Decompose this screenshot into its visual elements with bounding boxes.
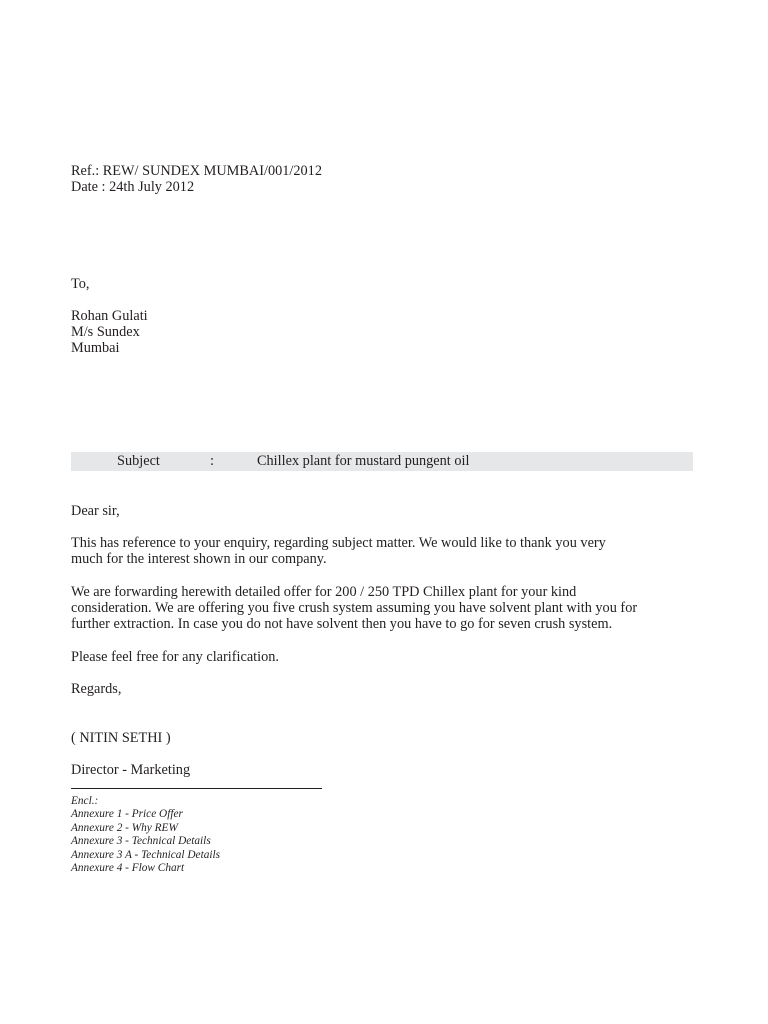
enclosure-item: Annexure 3 A - Technical Details (71, 848, 221, 861)
enclosures-list (71, 795, 220, 875)
recipient-city: Mumbai (71, 340, 120, 356)
paragraph-2-line-2: consideration. We are offering you five crush system assuming you have solvent plant with you for (71, 600, 638, 616)
recipient-name: Rohan Gulati (71, 308, 148, 324)
enclosure-item: Annexure 2 - Why REW (71, 821, 178, 834)
reference-number: Ref.: REW/ SUNDEX MUMBAI/001/2012 (71, 163, 322, 179)
paragraph-2 (71, 584, 696, 632)
enclosures-heading: Encl.: (71, 795, 99, 807)
enclosure-item: Annexure 3 - Technical Details (71, 835, 211, 848)
subject-label: Subject (117, 453, 160, 469)
paragraph-1-line-1: This has reference to your enquiry, regarding subject matter. We would like to thank you very (71, 535, 606, 551)
subject-text: Chillex plant for mustard pungent oil (257, 453, 470, 469)
paragraph-3-line-1: Please feel free for any clarification. (71, 649, 279, 665)
paragraph-2-line-1: We are forwarding herewith detailed offer for 200 / 250 TPD Chillex plant for your kind (71, 584, 577, 600)
closing: Regards, (71, 681, 122, 697)
paragraph-2-line-3: further extraction. In case you do not have solvent then you have to go for seven crush system. (71, 616, 613, 632)
paragraph-1 (71, 535, 696, 567)
paragraph-3 (71, 649, 696, 665)
enclosure-item: Annexure 4 - Flow Chart (71, 862, 185, 875)
letter-date: Date : 24th July 2012 (71, 179, 195, 195)
signatory-name: ( NITIN SETHI ) (71, 730, 171, 746)
signatory-title: Director - Marketing (71, 762, 191, 778)
to-label: To, (71, 276, 90, 292)
subject-bar (71, 452, 693, 471)
enclosure-item: Annexure 1 - Price Offer (71, 808, 183, 821)
recipient-company: M/s Sundex (71, 324, 140, 340)
salutation: Dear sir, (71, 503, 120, 519)
enclosure-divider (71, 788, 322, 789)
subject-colon: : (210, 453, 214, 469)
paragraph-1-line-2: much for the interest shown in our company. (71, 551, 327, 567)
